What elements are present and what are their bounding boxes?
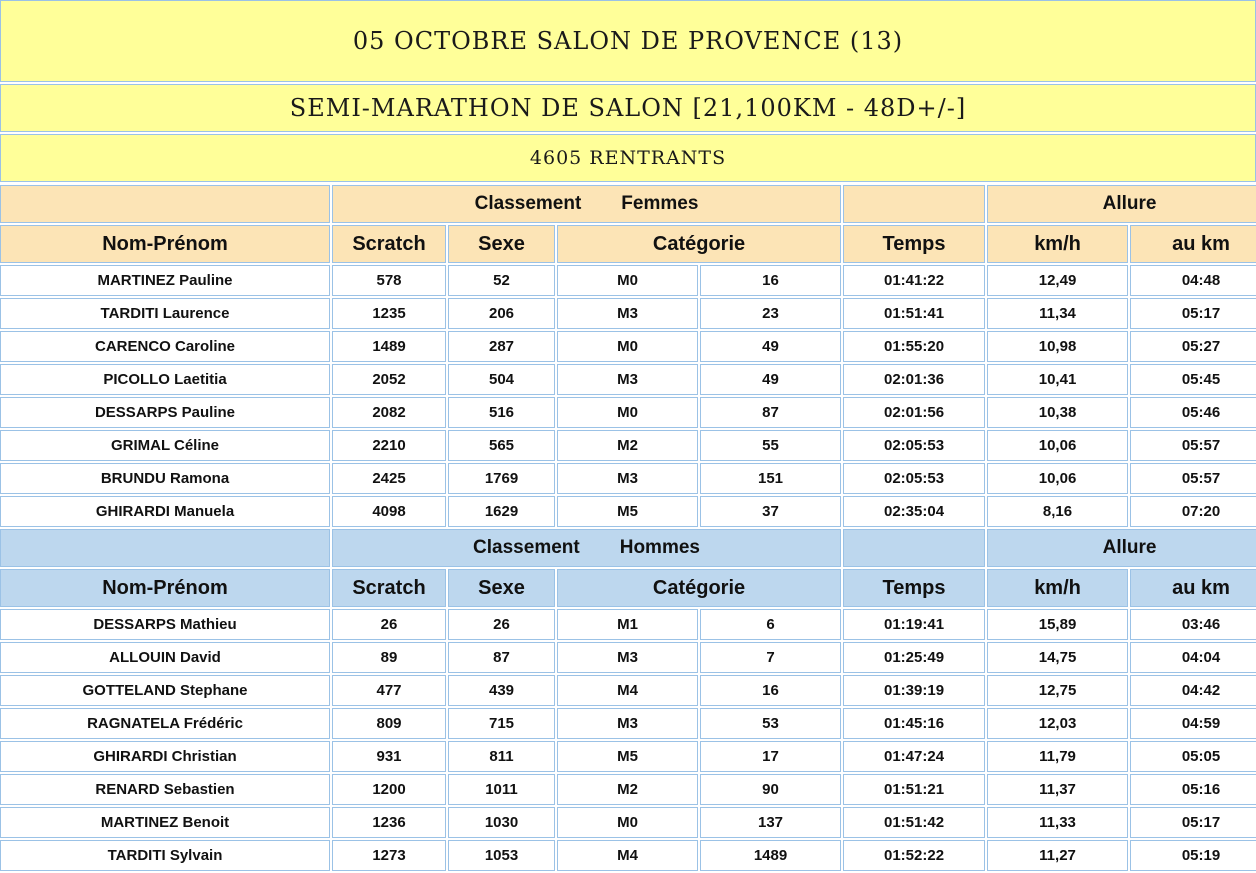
pace-per-km: 05:57: [1130, 463, 1256, 494]
pace-per-km: 05:05: [1130, 741, 1256, 772]
sexe-rank: 516: [448, 397, 555, 428]
pace-per-km: 05:16: [1130, 774, 1256, 805]
sexe-rank: 565: [448, 430, 555, 461]
category-rank: 16: [700, 675, 841, 706]
finish-time: 02:05:53: [843, 463, 985, 494]
speed-kmh: 11,34: [987, 298, 1128, 329]
finish-time: 01:51:42: [843, 807, 985, 838]
category-rank: 49: [700, 331, 841, 362]
col-header-aukm: au km: [1130, 569, 1256, 607]
sexe-rank: 811: [448, 741, 555, 772]
category-rank: 87: [700, 397, 841, 428]
runner-name: GRIMAL Céline: [0, 430, 330, 461]
scratch-rank: 2210: [332, 430, 446, 461]
sexe-rank: 715: [448, 708, 555, 739]
table-row: [0, 708, 1256, 739]
femmes-column-headers: [0, 225, 1256, 263]
category-code: M1: [557, 609, 698, 640]
finish-time: 01:19:41: [843, 609, 985, 640]
scratch-rank: 1273: [332, 840, 446, 871]
category-rank: 151: [700, 463, 841, 494]
finish-time: 01:51:21: [843, 774, 985, 805]
table-row: [0, 642, 1256, 673]
col-header-temps: Temps: [843, 569, 985, 607]
col-header-sexe: Sexe: [448, 569, 555, 607]
col-header-aukm: au km: [1130, 225, 1256, 263]
pace-per-km: 05:17: [1130, 298, 1256, 329]
empty-cell: [0, 529, 330, 567]
table-row: [0, 496, 1256, 527]
allure-header: Allure: [987, 185, 1256, 223]
category-code: M0: [557, 331, 698, 362]
sexe-rank: 1053: [448, 840, 555, 871]
category-code: M2: [557, 774, 698, 805]
sexe-rank: 1769: [448, 463, 555, 494]
scratch-rank: 477: [332, 675, 446, 706]
femmes-section: [0, 185, 1256, 527]
pace-per-km: 05:57: [1130, 430, 1256, 461]
scratch-rank: 1235: [332, 298, 446, 329]
speed-kmh: 11,37: [987, 774, 1128, 805]
pace-per-km: 04:42: [1130, 675, 1256, 706]
table-row: [0, 430, 1256, 461]
category-code: M0: [557, 807, 698, 838]
category-code: M0: [557, 265, 698, 296]
table-row: [0, 840, 1256, 871]
runner-name: DESSARPS Pauline: [0, 397, 330, 428]
category-rank: 53: [700, 708, 841, 739]
sexe-rank: 52: [448, 265, 555, 296]
pace-per-km: 04:59: [1130, 708, 1256, 739]
pace-per-km: 05:45: [1130, 364, 1256, 395]
category-code: M3: [557, 364, 698, 395]
hommes-classement-header: [332, 529, 841, 567]
speed-kmh: 12,03: [987, 708, 1128, 739]
speed-kmh: 11,79: [987, 741, 1128, 772]
hommes-section: [0, 529, 1256, 871]
finish-time: 01:52:22: [843, 840, 985, 871]
table-row: [0, 397, 1256, 428]
event-date-location-title: 05 OCTOBRE SALON DE PROVENCE (13): [0, 0, 1256, 82]
category-rank: 6: [700, 609, 841, 640]
col-header-name: Nom-Prénom: [0, 569, 330, 607]
finish-time: 01:25:49: [843, 642, 985, 673]
category-code: M4: [557, 675, 698, 706]
col-header-sexe: Sexe: [448, 225, 555, 263]
scratch-rank: 1236: [332, 807, 446, 838]
category-rank: 55: [700, 430, 841, 461]
col-header-kmh: km/h: [987, 569, 1128, 607]
table-row: [0, 331, 1256, 362]
category-rank: 1489: [700, 840, 841, 871]
allure-header: Allure: [987, 529, 1256, 567]
femmes-group-header: [0, 185, 1256, 223]
table-row: [0, 364, 1256, 395]
runner-name: ALLOUIN David: [0, 642, 330, 673]
runner-name: RAGNATELA Frédéric: [0, 708, 330, 739]
speed-kmh: 10,38: [987, 397, 1128, 428]
category-code: M4: [557, 840, 698, 871]
category-code: M3: [557, 298, 698, 329]
category-code: M2: [557, 430, 698, 461]
category-code: M3: [557, 708, 698, 739]
category-rank: 17: [700, 741, 841, 772]
sexe-rank: 439: [448, 675, 555, 706]
scratch-rank: 809: [332, 708, 446, 739]
runner-name: DESSARPS Mathieu: [0, 609, 330, 640]
sexe-rank: 26: [448, 609, 555, 640]
pace-per-km: 05:19: [1130, 840, 1256, 871]
speed-kmh: 14,75: [987, 642, 1128, 673]
col-header-categorie: Catégorie: [557, 569, 841, 607]
scratch-rank: 2082: [332, 397, 446, 428]
col-header-kmh: km/h: [987, 225, 1128, 263]
scratch-rank: 1489: [332, 331, 446, 362]
scratch-rank: 2425: [332, 463, 446, 494]
finishers-count: 4605 RENTRANTS: [0, 134, 1256, 182]
sexe-rank: 1629: [448, 496, 555, 527]
category-code: M3: [557, 463, 698, 494]
speed-kmh: 15,89: [987, 609, 1128, 640]
speed-kmh: 10,06: [987, 463, 1128, 494]
table-row: [0, 463, 1256, 494]
pace-per-km: 04:48: [1130, 265, 1256, 296]
speed-kmh: 12,49: [987, 265, 1128, 296]
runner-name: TARDITI Sylvain: [0, 840, 330, 871]
runner-name: CARENCO Caroline: [0, 331, 330, 362]
category-code: M5: [557, 496, 698, 527]
runner-name: PICOLLO Laetitia: [0, 364, 330, 395]
empty-cell: [843, 529, 985, 567]
runner-name: GHIRARDI Manuela: [0, 496, 330, 527]
category-rank: 16: [700, 265, 841, 296]
category-code: M3: [557, 642, 698, 673]
runner-name: TARDITI Laurence: [0, 298, 330, 329]
speed-kmh: 10,06: [987, 430, 1128, 461]
empty-cell: [0, 185, 330, 223]
category-rank: 23: [700, 298, 841, 329]
col-header-temps: Temps: [843, 225, 985, 263]
sexe-rank: 1030: [448, 807, 555, 838]
pace-per-km: 03:46: [1130, 609, 1256, 640]
table-row: [0, 774, 1256, 805]
pace-per-km: 04:04: [1130, 642, 1256, 673]
runner-name: MARTINEZ Pauline: [0, 265, 330, 296]
speed-kmh: 11,27: [987, 840, 1128, 871]
table-row: [0, 609, 1256, 640]
category-rank: 137: [700, 807, 841, 838]
col-header-scratch: Scratch: [332, 225, 446, 263]
sexe-rank: 87: [448, 642, 555, 673]
runner-name: GHIRARDI Christian: [0, 741, 330, 772]
finish-time: 01:41:22: [843, 265, 985, 296]
scratch-rank: 578: [332, 265, 446, 296]
hommes-label: Hommes: [619, 537, 700, 558]
scratch-rank: 2052: [332, 364, 446, 395]
pace-per-km: 05:27: [1130, 331, 1256, 362]
runner-name: RENARD Sebastien: [0, 774, 330, 805]
pace-per-km: 05:46: [1130, 397, 1256, 428]
finish-time: 01:51:41: [843, 298, 985, 329]
finish-time: 01:47:24: [843, 741, 985, 772]
scratch-rank: 1200: [332, 774, 446, 805]
scratch-rank: 26: [332, 609, 446, 640]
race-title: SEMI-MARATHON DE SALON [21,100KM - 48D+/-]: [0, 84, 1256, 132]
hommes-group-header: [0, 529, 1256, 567]
category-rank: 90: [700, 774, 841, 805]
col-header-name: Nom-Prénom: [0, 225, 330, 263]
classement-label: Classement: [473, 537, 580, 558]
sexe-rank: 206: [448, 298, 555, 329]
table-row: [0, 675, 1256, 706]
pace-per-km: 05:17: [1130, 807, 1256, 838]
finish-time: 01:45:16: [843, 708, 985, 739]
runner-name: GOTTELAND Stephane: [0, 675, 330, 706]
scratch-rank: 4098: [332, 496, 446, 527]
speed-kmh: 12,75: [987, 675, 1128, 706]
category-rank: 37: [700, 496, 841, 527]
table-row: [0, 807, 1256, 838]
scratch-rank: 89: [332, 642, 446, 673]
speed-kmh: 10,41: [987, 364, 1128, 395]
col-header-categorie: Catégorie: [557, 225, 841, 263]
hommes-column-headers: [0, 569, 1256, 607]
results-table: [0, 183, 1256, 873]
table-row: [0, 298, 1256, 329]
category-rank: 7: [700, 642, 841, 673]
classement-label: Classement: [474, 193, 582, 214]
speed-kmh: 8,16: [987, 496, 1128, 527]
category-code: M0: [557, 397, 698, 428]
femmes-classement-header: [332, 185, 841, 223]
finish-time: 01:55:20: [843, 331, 985, 362]
finish-time: 02:05:53: [843, 430, 985, 461]
empty-cell: [843, 185, 985, 223]
finish-time: 02:01:56: [843, 397, 985, 428]
speed-kmh: 10,98: [987, 331, 1128, 362]
sexe-rank: 287: [448, 331, 555, 362]
finish-time: 02:01:36: [843, 364, 985, 395]
category-rank: 49: [700, 364, 841, 395]
sexe-rank: 1011: [448, 774, 555, 805]
table-row: [0, 741, 1256, 772]
femmes-label: Femmes: [621, 193, 699, 214]
speed-kmh: 11,33: [987, 807, 1128, 838]
scratch-rank: 931: [332, 741, 446, 772]
runner-name: BRUNDU Ramona: [0, 463, 330, 494]
finish-time: 01:39:19: [843, 675, 985, 706]
category-code: M5: [557, 741, 698, 772]
col-header-scratch: Scratch: [332, 569, 446, 607]
table-row: [0, 265, 1256, 296]
runner-name: MARTINEZ Benoit: [0, 807, 330, 838]
sexe-rank: 504: [448, 364, 555, 395]
finish-time: 02:35:04: [843, 496, 985, 527]
pace-per-km: 07:20: [1130, 496, 1256, 527]
